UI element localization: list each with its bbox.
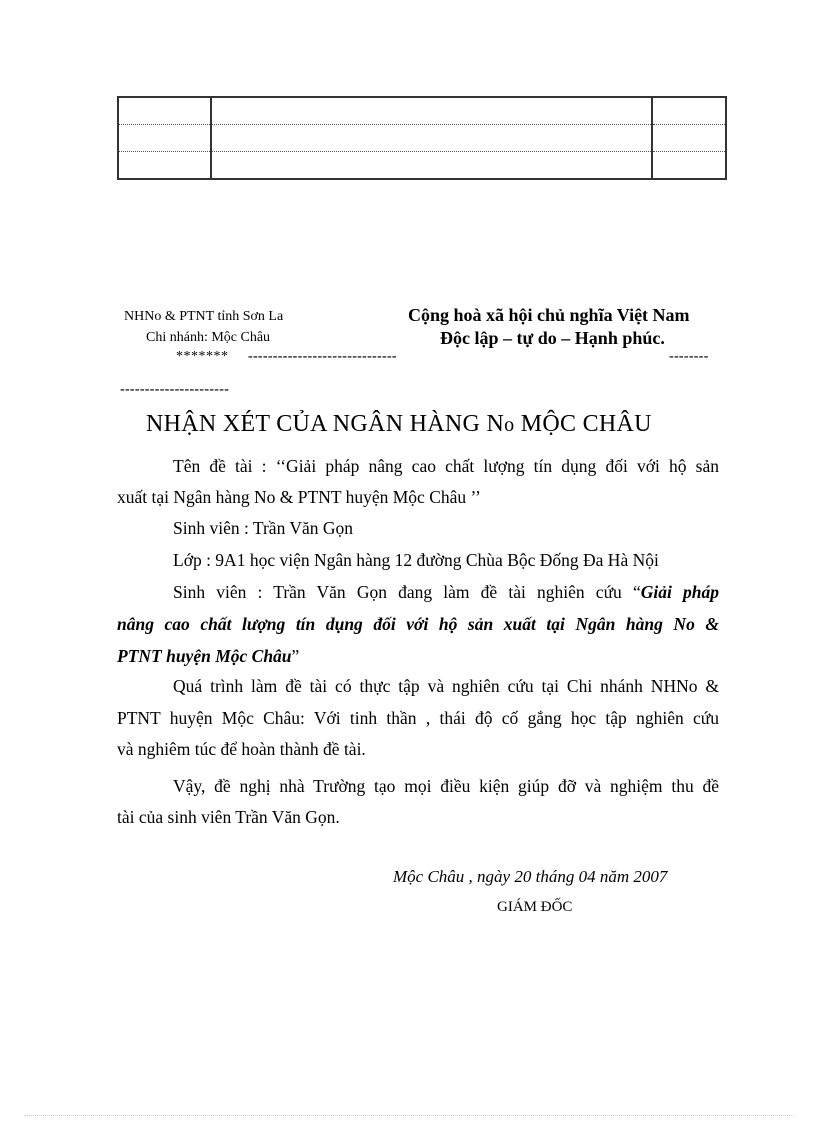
- table-row: [118, 125, 726, 152]
- signer-title: GIÁM ĐỐC: [497, 899, 573, 915]
- national-title: Cộng hoà xã hội chủ nghĩa Việt Nam: [408, 305, 690, 325]
- place-date: Mộc Châu , ngày 20 tháng 04 năm 2007: [393, 867, 668, 886]
- stars-divider: *******: [176, 349, 229, 364]
- paragraph-line: Vậy, đề nghị nhà Trường tạo mọi điều kiện giúp đỡ và nghiệm thu đề: [173, 776, 719, 796]
- title-text: MỘC CHÂU: [514, 411, 652, 437]
- text: Sinh viên : Trần Văn Gọn đang làm đề tài nghiên cứu “: [173, 582, 641, 602]
- paragraph-line: và nghiêm túc để hoàn thành đề tài.: [117, 739, 366, 759]
- empty-table: [117, 96, 727, 180]
- page-border: [24, 1115, 794, 1116]
- text: ”: [291, 646, 300, 666]
- paragraph-line: PTNT huyện Mộc Châu: Với tinh thần , thái độ cố gắng học tập nghiên cứu: [117, 708, 719, 728]
- paragraph-line: Quá trình làm đề tài có thực tập và nghiên cứu tại Chi nhánh NHNo &: [173, 676, 719, 696]
- table-row: [118, 152, 726, 180]
- class-line: Lớp : 9A1 học viện Ngân hàng 12 đường Chùa Bộc Đống Đa Hà Nội: [173, 550, 659, 570]
- dash-divider: ------------------------------: [248, 349, 397, 364]
- paragraph-line: [173, 581, 719, 603]
- title-text: NHẬN XÉT CỦA NGÂN HÀNG N: [146, 411, 505, 437]
- topic-line: Tên đề tài : ‘‘Giải pháp nâng cao chất lượng tín dụng đối với hộ sản: [173, 456, 719, 476]
- title-text: o: [504, 414, 515, 436]
- paragraph-line: [117, 645, 719, 667]
- dash-divider: --------: [669, 349, 709, 364]
- paragraph-line: tài của sinh viên Trần Văn Gọn.: [117, 807, 340, 827]
- topic-emphasis: PTNT huyện Mộc Châu: [117, 646, 292, 666]
- topic-emphasis: Giải pháp: [640, 582, 719, 602]
- topic-line: xuất tại Ngân hàng No & PTNT huyện Mộc Châu ’’: [117, 487, 481, 507]
- org-name: NHNo & PTNT tỉnh Sơn La: [124, 309, 284, 324]
- national-motto: Độc lập – tự do – Hạnh phúc.: [440, 328, 665, 348]
- branch-name: Chi nhánh: Mộc Châu: [146, 330, 271, 345]
- student-line: Sinh viên : Trần Văn Gọn: [173, 518, 354, 538]
- table-row: [118, 97, 726, 125]
- topic-emphasis: nâng cao chất lượng tín dụng đối với hộ sản xuất tại Ngân hàng No &: [117, 614, 719, 634]
- page-title: [146, 411, 652, 438]
- dash-divider: ----------------------: [120, 382, 230, 397]
